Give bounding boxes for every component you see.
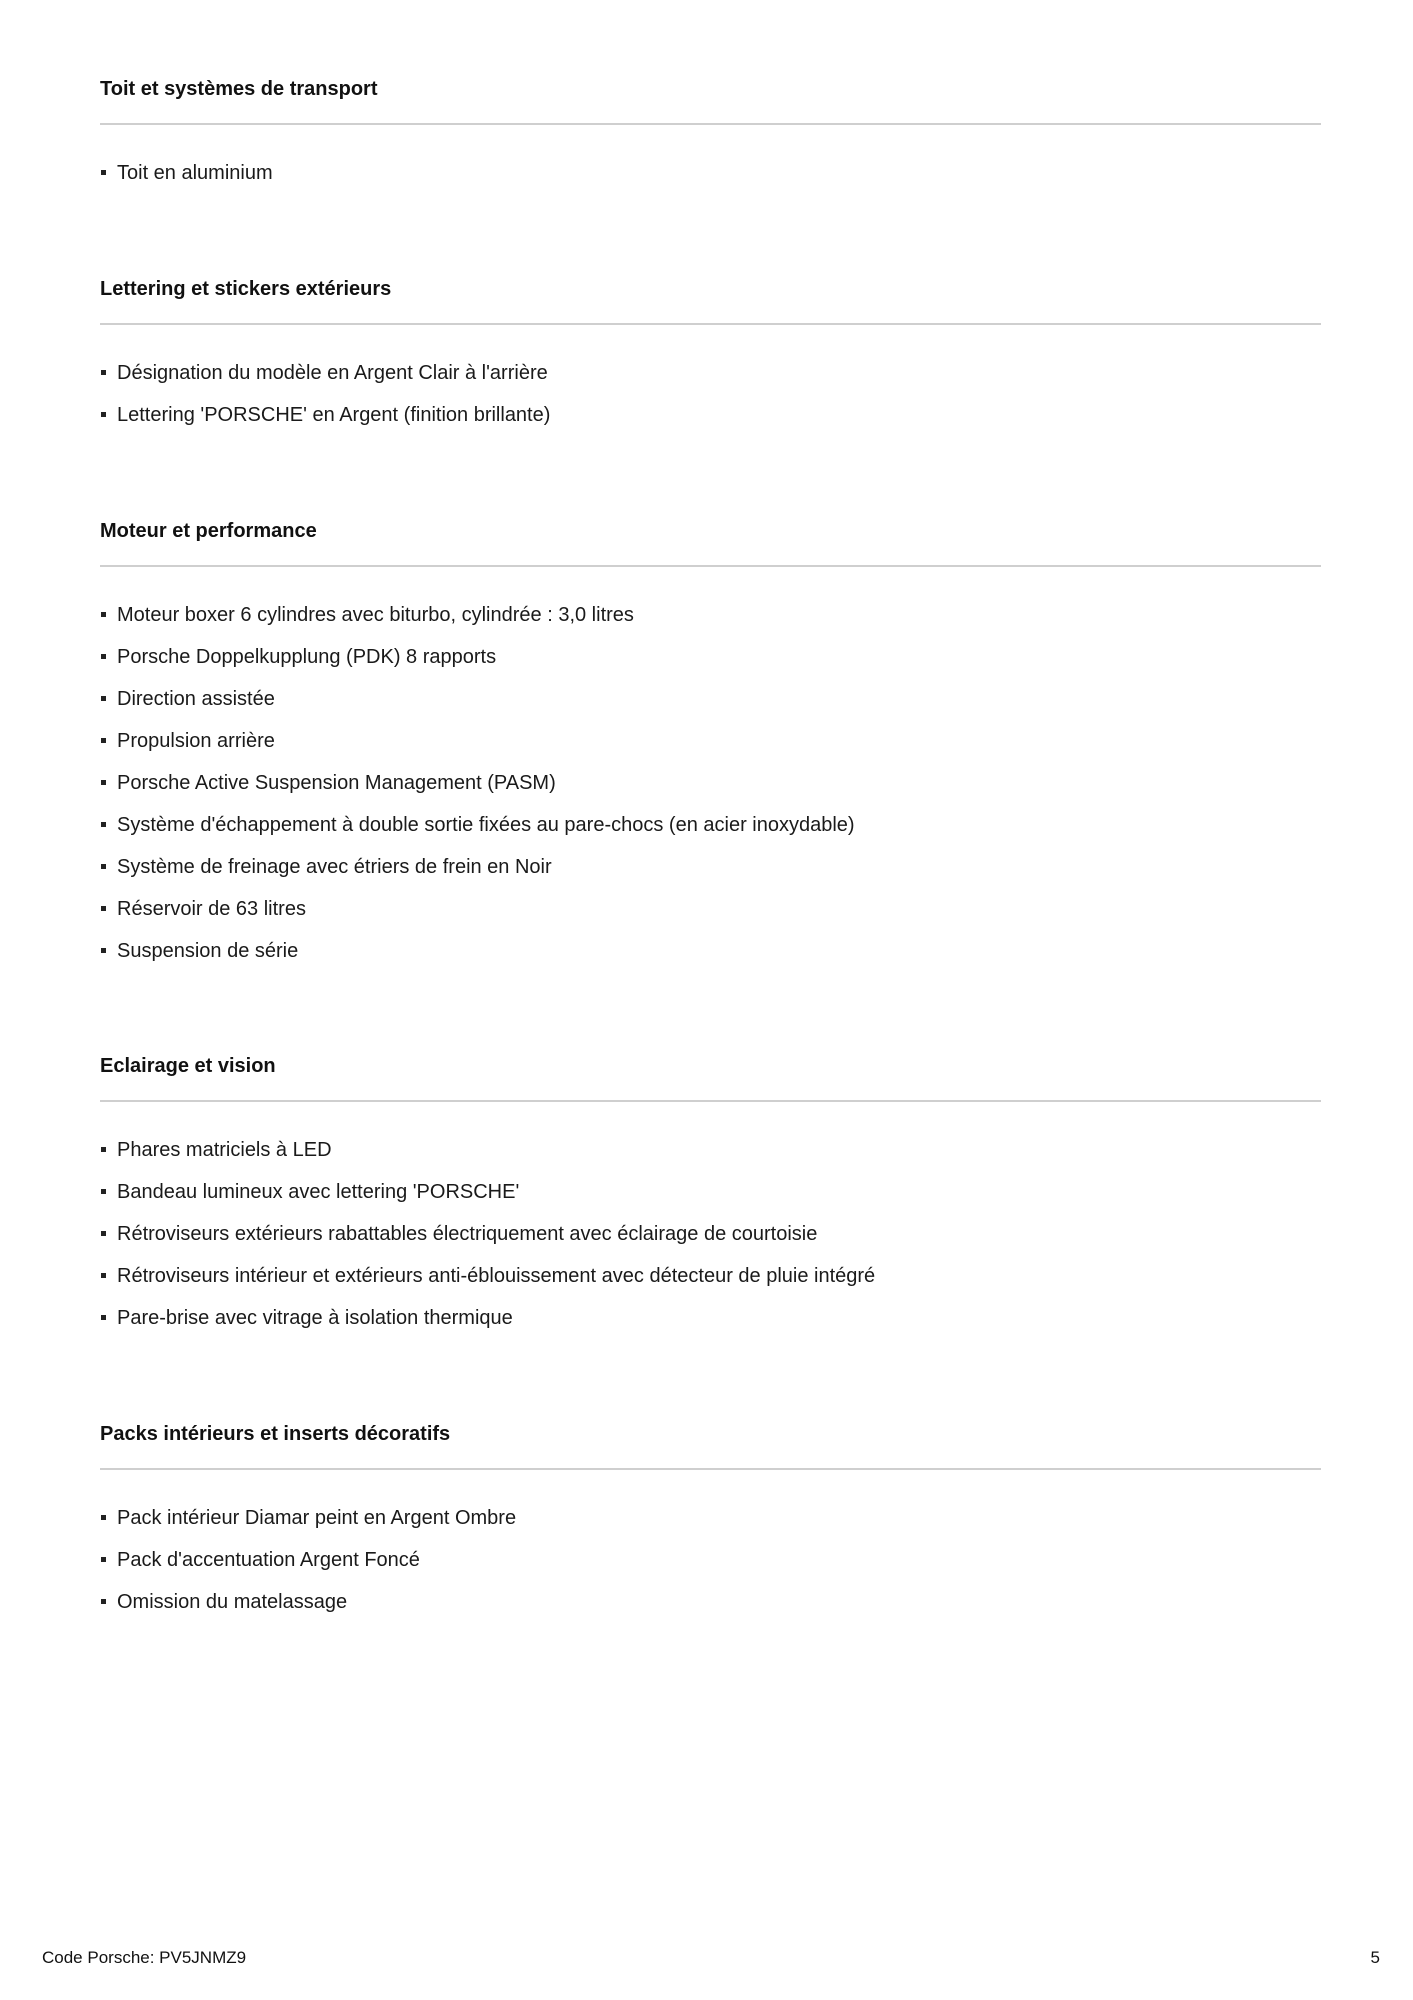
list-item-text: Réservoir de 63 litres <box>117 898 306 920</box>
list-item <box>100 161 273 203</box>
section-divider <box>100 123 1321 125</box>
list-item <box>100 855 855 897</box>
list-item-text: Bandeau lumineux avec lettering 'PORSCHE' <box>117 1181 520 1203</box>
item-list <box>100 361 550 445</box>
list-item-text: Pack d'accentuation Argent Foncé <box>117 1549 420 1571</box>
item-list <box>100 603 855 981</box>
list-item-text: Pare-brise avec vitrage à isolation thermique <box>117 1307 513 1329</box>
list-item <box>100 603 855 645</box>
list-item-text: Propulsion arrière <box>117 730 275 752</box>
list-item-text: Porsche Doppelkupplung (PDK) 8 rapports <box>117 646 497 668</box>
section-divider <box>100 1100 1321 1102</box>
footer-page-number: 5 <box>1370 1948 1380 1967</box>
footer-porsche-code: Code Porsche: PV5JNMZ9 <box>42 1948 247 1967</box>
section-title: Lettering et stickers extérieurs <box>100 278 392 300</box>
section-moteur <box>100 519 1321 962</box>
section-divider <box>100 565 1321 567</box>
list-item <box>100 645 855 687</box>
list-item <box>100 1222 875 1264</box>
list-item <box>100 361 550 403</box>
list-item-text: Suspension de série <box>117 940 299 962</box>
list-item-text: Porsche Active Suspension Management (PASM) <box>117 772 556 794</box>
bullet-icon <box>101 412 106 417</box>
list-item-text: Moteur boxer 6 cylindres avec biturbo, cylindrée : 3,0 litres <box>117 604 634 626</box>
section-title: Moteur et performance <box>100 520 317 542</box>
bullet-icon <box>101 1147 106 1152</box>
list-item <box>100 1590 516 1632</box>
bullet-icon <box>101 1189 106 1194</box>
list-item-text: Rétroviseurs extérieurs rabattables électriquement avec éclairage de courtoisie <box>117 1223 818 1245</box>
bullet-icon <box>101 1599 106 1604</box>
list-item-text: Phares matriciels à LED <box>117 1139 332 1161</box>
list-item <box>100 1306 875 1348</box>
list-item-text: Système d'échappement à double sortie fixées au pare-chocs (en acier inoxydable) <box>117 814 855 836</box>
list-item <box>100 813 855 855</box>
bullet-icon <box>101 1315 106 1320</box>
section-lettering <box>100 277 1321 426</box>
bullet-icon <box>101 864 106 869</box>
list-item <box>100 1264 875 1306</box>
bullet-icon <box>101 370 106 375</box>
list-item <box>100 771 855 813</box>
list-item-text: Désignation du modèle en Argent Clair à l'arrière <box>117 362 548 384</box>
section-toit <box>100 77 1321 184</box>
list-item <box>100 403 550 445</box>
bullet-icon <box>101 612 106 617</box>
bullet-icon <box>101 948 106 953</box>
bullet-icon <box>101 1273 106 1278</box>
list-item-text: Rétroviseurs intérieur et extérieurs anti-éblouissement avec détecteur de pluie intégré <box>117 1265 876 1287</box>
bullet-icon <box>101 1557 106 1562</box>
list-item-text: Pack intérieur Diamar peint en Argent Ombre <box>117 1507 517 1529</box>
section-divider <box>100 323 1321 325</box>
section-title: Packs intérieurs et inserts décoratifs <box>100 1423 451 1445</box>
list-item <box>100 1548 516 1590</box>
item-list <box>100 161 273 203</box>
bullet-icon <box>101 906 106 911</box>
section-divider <box>100 1468 1321 1470</box>
list-item <box>100 687 855 729</box>
list-item <box>100 729 855 771</box>
section-title: Eclairage et vision <box>100 1055 276 1077</box>
bullet-icon <box>101 654 106 659</box>
list-item-text: Toit en aluminium <box>117 162 273 184</box>
list-item <box>100 1506 516 1548</box>
section-packs-interieurs <box>100 1422 1321 1613</box>
list-item-text: Système de freinage avec étriers de frein en Noir <box>117 856 552 878</box>
bullet-icon <box>101 1231 106 1236</box>
bullet-icon <box>101 780 106 785</box>
item-list <box>100 1506 516 1632</box>
list-item <box>100 1138 875 1180</box>
section-eclairage <box>100 1054 1321 1329</box>
list-item <box>100 1180 875 1222</box>
item-list <box>100 1138 875 1348</box>
list-item-text: Lettering 'PORSCHE' en Argent (finition brillante) <box>117 404 551 426</box>
bullet-icon <box>101 170 106 175</box>
list-item <box>100 939 855 981</box>
bullet-icon <box>101 738 106 743</box>
list-item-text: Direction assistée <box>117 688 275 710</box>
bullet-icon <box>101 1515 106 1520</box>
bullet-icon <box>101 822 106 827</box>
section-title: Toit et systèmes de transport <box>100 78 378 100</box>
list-item <box>100 897 855 939</box>
bullet-icon <box>101 696 106 701</box>
list-item-text: Omission du matelassage <box>117 1591 348 1613</box>
